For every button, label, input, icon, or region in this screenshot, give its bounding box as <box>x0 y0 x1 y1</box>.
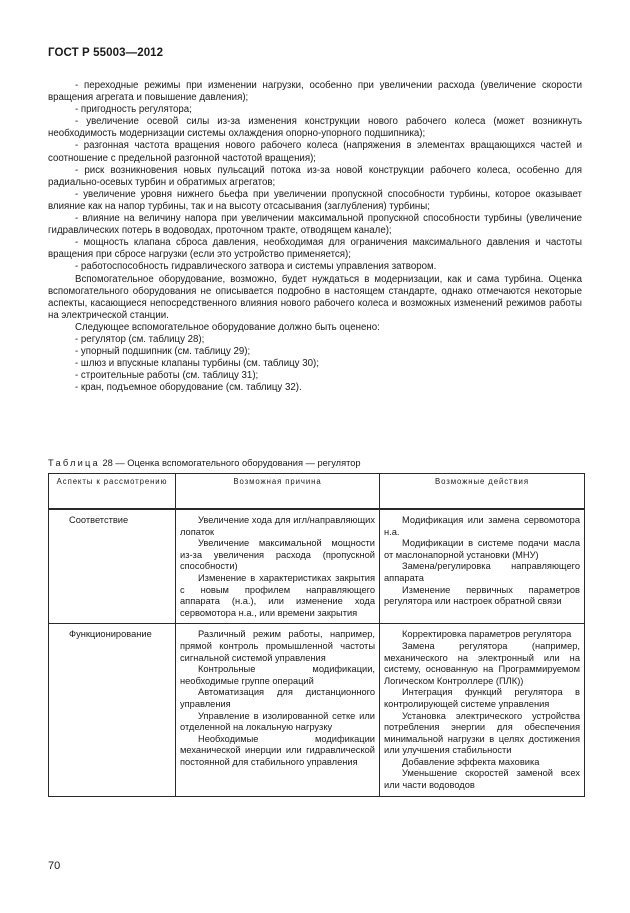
paragraph: - разгонная частота вращения нового рабочего колеса (напряжения в элементах вращающихся частей и соотношение с предельной разгонной частотой вращения); <box>48 140 582 164</box>
paragraph: Вспомогательное оборудование, возможно, будет нуждаться в модернизации, как и сама турбина. Оценка вспомогательного оборудования не описывается подробно в настоящем стандарте, однако отмечаются некоторые аспекты, касающиеся непосредственного влияния нового рабочего колеса и возможных изменений режимов работы на электрической станции. <box>48 273 582 321</box>
paragraph: - работоспособность гидравлического затвора и системы управления затвором. <box>75 261 437 273</box>
paragraph: - шлюз и впускные клапаны турбины (см. таблицу 30); <box>75 358 319 370</box>
paragraph: - увеличение осевой силы из-за изменения конструкции нового рабочего колеса (может возникнуть необходимость модернизации системы охлаждения опорно-упорного подшипника); <box>48 116 582 140</box>
paragraph: - пригодность регулятора; <box>75 104 192 116</box>
table-row <box>49 509 585 624</box>
header-aspects: Аспекты к рассмотрению <box>49 474 176 510</box>
paragraph: - регулятор (см. таблицу 28); <box>75 333 205 345</box>
document-header: ГОСТ Р 55003—2012 <box>48 47 164 59</box>
page-number: 70 <box>48 860 61 872</box>
header-cause: Возможная причина <box>176 474 380 510</box>
paragraph: - мощность клапана сброса давления, необходимая для ограничения максимального давления и частоты вращения при сбросе нагрузки (если это устройство применяется); <box>48 237 582 261</box>
body-text <box>48 80 582 394</box>
table-caption-text: 28 — Оценка вспомогательного оборудования — регулятор <box>102 458 361 468</box>
paragraph: - увеличение уровня нижнего бьефа при увеличении пропускной способности турбины, которое оказывает влияние как на напор турбины, так и на высоту отсасывания (заглубления) турбины; <box>48 188 582 212</box>
actions-cell: Корректировка параметров регулятора Замена регулятора (например, механического на электронный или на систему, основанную на Программируемом Логическом Контроллере (ПЛК)) Интеграция функций регулятора в контролирующей системе управления Установка электрического устройства потребления энергии для обеспечения минимальной нагрузки в целях достижения или улучшения стабильности Добавление эффекта маховика Уменьшение скоростей заменой всех или части водоводов <box>380 624 585 796</box>
paragraph: - строительные работы (см. таблицу 31); <box>75 370 259 382</box>
table-caption-label: Таблица <box>48 458 100 468</box>
table-header-row <box>49 474 585 510</box>
paragraph: - риск возникновения новых пульсаций потока из-за новой конструкции рабочего колеса, особенно для радиально-осевых турбин и обратимых агрегатов; <box>48 164 582 188</box>
regulator-table <box>48 473 585 797</box>
paragraph: - кран, подъемное оборудование (см. таблицу 32). <box>75 382 302 394</box>
header-actions: Возможные действия <box>380 474 585 510</box>
cause-cell: Увеличение хода для игл/направляющих лопаток Увеличение максимальной мощности из-за увеличения расхода (пропускной способности) Изменение в характеристиках закрытия с новым профилем направляющего аппарата (н.а.), или изменение хода сервомотора н.а., или времени закрытия <box>176 509 380 624</box>
aspect-cell: Функционирование <box>49 624 176 796</box>
paragraph: Следующее вспомогательное оборудование должно быть оценено: <box>75 321 380 333</box>
actions-cell: Модификация или замена сервомотора н.а. Модификации в системе подачи масла от маслонапорной установки (МНУ) Замена/регулировка направляющего аппарата Изменение первичных параметров регулятора или настроек обратной связи <box>380 509 585 624</box>
paragraph: - переходные режимы при изменении нагрузки, особенно при увеличении расхода (увеличение скорости вращения агрегата и повышение давления); <box>48 80 582 104</box>
paragraph: - влияние на величину напора при увеличении максимальной пропускной способности турбины (увеличение гидравлических потерь в водоводах, проточном тракте, отводящем канале); <box>48 213 582 237</box>
table-caption <box>48 458 361 468</box>
table-row <box>49 624 585 796</box>
paragraph: - упорный подшипник (см. таблицу 29); <box>75 346 251 358</box>
cause-cell: Различный режим работы, например, прямой контроль промышленной частоты сигнальной системой управления Контрольные модификации, необходимые группе операций Автоматизация для дистанционного управления Управление в изолированной сетке или отделенной на локальную нагрузку Необходимые модификации механической инерции или гидравлической постоянной для стабильного управления <box>176 624 380 796</box>
aspect-cell: Соответствие <box>49 509 176 624</box>
